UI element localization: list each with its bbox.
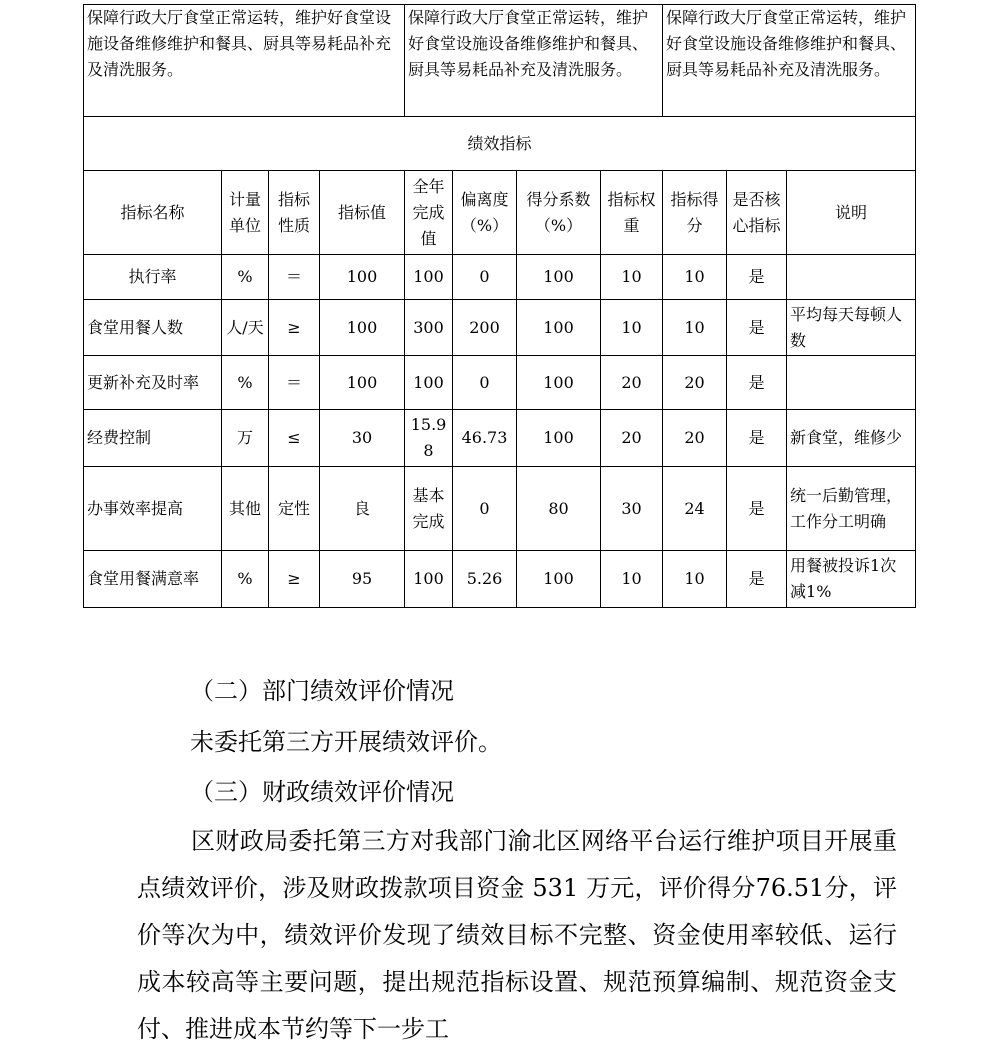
header-cell: 指标性质: [269, 171, 320, 255]
table-cell: 20: [601, 410, 663, 467]
table-cell: 是: [727, 356, 787, 410]
table-cell: 46.73: [453, 410, 517, 467]
table-cell: 定性: [269, 467, 320, 551]
table-cell: 100: [320, 356, 405, 410]
table-cell: 10: [663, 300, 727, 356]
table-cell: 是: [727, 467, 787, 551]
section-2-text: 未委托第三方开展绩效评价。: [190, 728, 502, 756]
table-cell: 15.98: [405, 410, 453, 467]
header-cell: 说明: [787, 171, 916, 255]
table-cell: ＝: [269, 255, 320, 300]
table-cell: 经费控制: [84, 410, 222, 467]
goal-cell: 保障行政大厅食堂正常运转，维护好食堂设施设备维修维护和餐具、厨具等易耗品补充及清洗服务。: [663, 5, 916, 117]
table-row: [84, 551, 916, 608]
table-row: [84, 255, 916, 300]
section-3-paragraph: 区财政局委托第三方对我部门渝北区网络平台运行维护项目开展重点绩效评价，涉及财政拨款项目资金 531 万元，评价得分76.51分，评价等次为中，绩效评价发现了绩效目标不完整、资金使用率较低、运行成本较高等主要问题，提出规范指标设置、规范预算编制、规范资金支付、推进成本节约等下一步工: [137, 827, 897, 1043]
table-row: [84, 300, 916, 356]
header-cell: 全年完成值: [405, 171, 453, 255]
table-cell: %: [222, 551, 269, 608]
table-cell: [787, 255, 916, 300]
table-cell: 是: [727, 551, 787, 608]
section-2-heading: （二）部门绩效评价情况: [190, 677, 454, 705]
table-cell: 20: [601, 356, 663, 410]
table-cell: 10: [601, 255, 663, 300]
table-row: [84, 467, 916, 551]
table-cell: 5.26: [453, 551, 517, 608]
table-cell: 办事效率提高: [84, 467, 222, 551]
performance-table: [83, 4, 916, 608]
table-cell: 200: [453, 300, 517, 356]
table-cell: 人/天: [222, 300, 269, 356]
table-cell: 100: [320, 255, 405, 300]
table-cell: 100: [517, 410, 601, 467]
table-cell: 100: [320, 300, 405, 356]
table-cell: 100: [405, 255, 453, 300]
table-cell: 是: [727, 255, 787, 300]
table-cell: 10: [601, 551, 663, 608]
table-cell: 30: [601, 467, 663, 551]
header-cell: 得分系数（%）: [517, 171, 601, 255]
table-cell: 新食堂，维修少: [787, 410, 916, 467]
goal-cell: 保障行政大厅食堂正常运转，维护好食堂设施设备维修维护和餐具、厨具等易耗品补充及清洗服务。: [405, 5, 663, 117]
header-cell: 是否核心指标: [727, 171, 787, 255]
table-cell: 0: [453, 467, 517, 551]
header-cell: 指标值: [320, 171, 405, 255]
table-cell: [787, 356, 916, 410]
table-cell: 95: [320, 551, 405, 608]
table-cell: 10: [663, 551, 727, 608]
table-cell: 300: [405, 300, 453, 356]
header-cell: 偏离度（%）: [453, 171, 517, 255]
table-cell: 80: [517, 467, 601, 551]
table-cell: ≥: [269, 551, 320, 608]
table-cell: %: [222, 356, 269, 410]
table-row: [84, 356, 916, 410]
title-row: [84, 117, 916, 171]
table-cell: 100: [517, 551, 601, 608]
table-cell: 食堂用餐满意率: [84, 551, 222, 608]
section-3-heading: （三）财政绩效评价情况: [190, 778, 454, 806]
table-cell: 0: [453, 356, 517, 410]
goal-row: [84, 5, 916, 117]
table-cell: 统一后勤管理，工作分工明确: [787, 467, 916, 551]
header-cell: 指标名称: [84, 171, 222, 255]
table-cell: 100: [517, 255, 601, 300]
table-cell: 是: [727, 410, 787, 467]
table-cell: 24: [663, 467, 727, 551]
table-cell: 20: [663, 356, 727, 410]
table-cell: 基本完成: [405, 467, 453, 551]
table-cell: 0: [453, 255, 517, 300]
table-cell: 100: [517, 356, 601, 410]
goal-cell: 保障行政大厅食堂正常运转，维护好食堂设施设备维修维护和餐具、厨具等易耗品补充及清洗服务。: [84, 5, 405, 117]
table-cell: ＝: [269, 356, 320, 410]
table-cell: 用餐被投诉1次减1%: [787, 551, 916, 608]
table-title: 绩效指标: [84, 117, 916, 171]
header-row: [84, 171, 916, 255]
table-cell: 10: [601, 300, 663, 356]
table-cell: %: [222, 255, 269, 300]
table-cell: 100: [405, 356, 453, 410]
table-cell: 是: [727, 300, 787, 356]
table-cell: 100: [405, 551, 453, 608]
table-row: [84, 410, 916, 467]
table-cell: 100: [517, 300, 601, 356]
table-cell: 食堂用餐人数: [84, 300, 222, 356]
table-cell: 20: [663, 410, 727, 467]
table-cell: 执行率: [84, 255, 222, 300]
header-cell: 指标权重: [601, 171, 663, 255]
table-cell: 其他: [222, 467, 269, 551]
table-cell: ≥: [269, 300, 320, 356]
table-cell: 30: [320, 410, 405, 467]
table-cell: 10: [663, 255, 727, 300]
header-cell: 计量单位: [222, 171, 269, 255]
header-cell: 指标得分: [663, 171, 727, 255]
table-cell: 良: [320, 467, 405, 551]
table-cell: 万: [222, 410, 269, 467]
table-cell: ≤: [269, 410, 320, 467]
table-cell: 平均每天每顿人数: [787, 300, 916, 356]
table-cell: 更新补充及时率: [84, 356, 222, 410]
